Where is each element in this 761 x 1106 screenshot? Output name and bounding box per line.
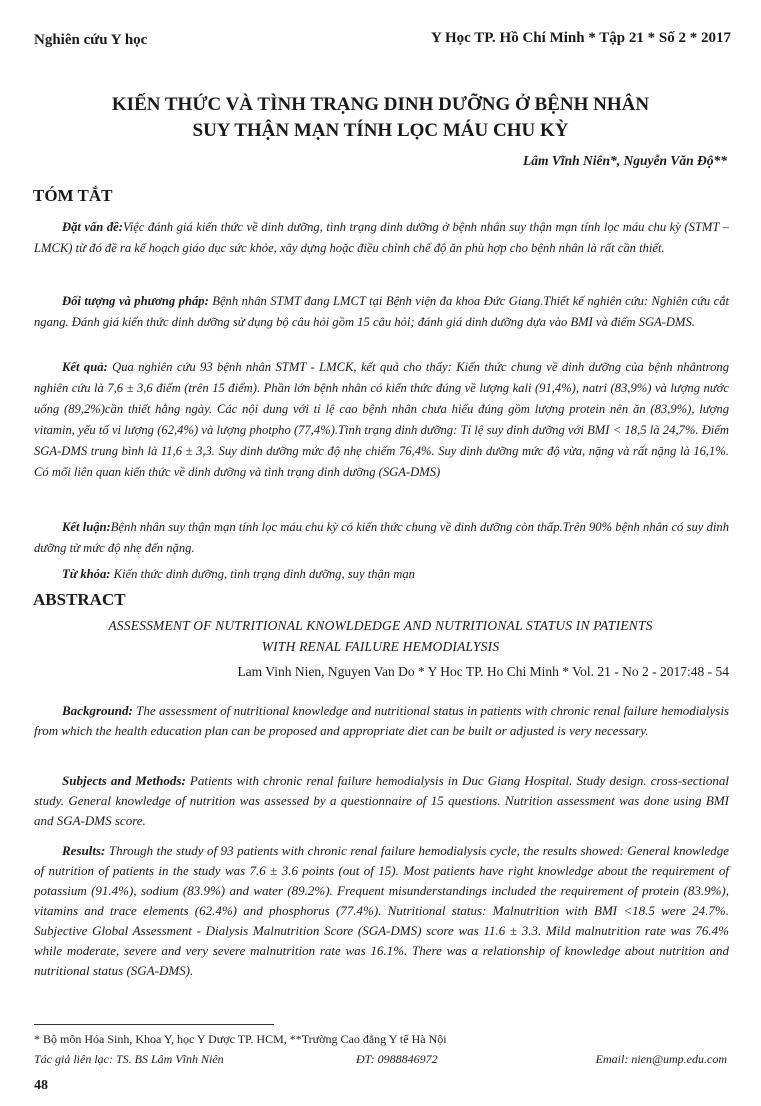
- abstract-heading-en: ABSTRACT: [33, 590, 126, 609]
- en-results-text: Through the study of 93 patients with chronic renal failure hemodialysis cycle, the results showed: General knowledge of nutrition of patients in the study was 7.6 ± 3.6 points (out of 15). Most patients have right knowledge about the requirement of potassium (91.4%), sodium (83.9%) and water (89.2%). Frequent misunderstandings included the requirement of protein (83.9%), vitamins and trace elements (62.4%) and phosphorus (77.4%). Nutritional status: Malnutrition with BMI <18.5 were 24.7%. Subjective Global Assessment - Dialysis Malnutrition Score (SGA-DMS) score was 11.6 ± 3.3. Mild malnutrition rate was 76.4% while moderate, severe and very severe malnutrition rate was 16.1%. There was a relationship of knowledge about nutrition and nutritional status (SGA-DMS).: [34, 843, 729, 978]
- vi-results-label: Kết quả:: [62, 360, 108, 374]
- en-methods-text: Patients with chronic renal failure hemodialysis in Duc Giang Hospital. Study design. cross-sectional study. General knowledge of nutrition was assessed by a questionnaire of 15 questions. Nutrition assessment was done using BMI and SGA-DMS score.: [34, 773, 729, 828]
- vi-methods-label: Đối tượng và phương pháp:: [62, 294, 209, 308]
- running-header-journal: Y Học TP. Hồ Chí Minh * Tập 21 * Số 2 * 2017: [430, 30, 731, 46]
- en-methods-label: Subjects and Methods:: [62, 773, 186, 788]
- en-background-paragraph: [34, 701, 729, 741]
- footnote-phone: ĐT: 0988846972: [356, 1052, 438, 1066]
- vi-background-label: Đặt vấn đề:: [62, 220, 123, 234]
- vi-conclusion-label: Kết luận:: [62, 520, 111, 534]
- en-citation: Lam Vinh Nien, Nguyen Van Do * Y Hoc TP. Ho Chi Minh * Vol. 21 - No 2 - 2017:48 - 54: [237, 664, 729, 679]
- article-title-line-1: KIẾN THỨC VÀ TÌNH TRẠNG DINH DƯỠNG Ở BỆNH NHÂN: [111, 94, 650, 115]
- vi-results-paragraph: [34, 357, 729, 483]
- vi-results-text: Qua nghiên cứu 93 bệnh nhân STMT - LMCK, kết quả cho thấy: Kiến thức chung về dinh dưỡng của bệnh nhântrong nghiên cứu là 7,6 ± 3,6 điểm (trên 15 điểm). Phần lớn bệnh nhân có kiến thức đúng về lượng kali (91,4%), natri (83,9%) và lượng nước uống (89,2%)cần thiết hằng ngày. Các nội dung với tỉ lệ cao bệnh nhân chưa hiểu đúng gồm lượng protein nên ăn (83,9%), lượng vitamin, yếu tố vi lượng (62,4%) và lượng photpho (77,4%).Tình trạng dinh dưỡng: Tỉ lệ suy dinh dưỡng với BMI < 18,5 là 24,7%. Điểm SGA-DMS trung bình là 11,6 ± 3,3. Suy dinh dưỡng mức độ nhẹ chiếm 76,4%. Suy dinh dưỡng mức độ vừa, nặng và rất nặng là 16,1%. Có mối liên quan kiến thức về dinh dưỡng và tình trạng dinh dưỡng (SGA-DMS): [34, 360, 729, 479]
- en-background-text: The assessment of nutritional knowledge and nutritional status in patients with chronic renal failure hemodialysis from which the health education plan can be proposed and appropriate diet can be built or adjusted is very necessary.: [34, 703, 729, 738]
- en-methods-paragraph: [34, 771, 729, 831]
- en-results-paragraph: [34, 841, 729, 981]
- footnote-affiliations: * Bộ môn Hóa Sinh, Khoa Y, học Y Dược TP. HCM, **Trường Cao đẳng Y tế Hà Nội: [34, 1032, 447, 1046]
- vi-conclusion-paragraph: [34, 517, 729, 559]
- article-title-line-2: SUY THẬN MẠN TÍNH LỌC MÁU CHU KỲ: [192, 120, 569, 141]
- footnote-email: Email: nien@ump.edu.com: [595, 1052, 727, 1066]
- vi-keywords-paragraph: [34, 564, 729, 585]
- summary-heading-vi: TÓM TẮT: [33, 186, 113, 205]
- vi-keywords-text: Kiến thức dinh dưỡng, tình trạng dinh dưỡng, suy thận mạn: [110, 567, 415, 581]
- en-title-line-2: WITH RENAL FAILURE HEMODIALYSIS: [261, 639, 500, 654]
- vi-conclusion-text: Bệnh nhân suy thận mạn tính lọc máu chu kỳ có kiến thức chung về dinh dưỡng còn thấp.Trên 90% bệnh nhân có suy dinh dưỡng từ mức độ nhẹ đến nặng.: [34, 520, 729, 555]
- page-number: 48: [34, 1078, 48, 1093]
- author-list: Lâm Vĩnh Niên*, Nguyễn Văn Độ**: [522, 153, 727, 168]
- vi-methods-paragraph: [34, 291, 729, 333]
- footnote-divider: [34, 1024, 274, 1025]
- en-title-line-1: ASSESSMENT OF NUTRITIONAL KNOWLDEDGE AND NUTRITIONAL STATUS IN PATIENTS: [108, 618, 653, 633]
- en-background-label: Background:: [62, 703, 133, 718]
- footnote-contact-author: Tác giả liên lạc: TS. BS Lâm Vĩnh Niên: [34, 1052, 224, 1066]
- vi-background-paragraph: [34, 217, 729, 259]
- en-results-label: Results:: [62, 843, 106, 858]
- vi-background-text: Việc đánh giá kiến thức về dinh dưỡng, tình trạng dinh dưỡng ở bệnh nhân suy thận mạn tính lọc máu chu kỳ (STMT – LMCK) từ đó đề ra kế hoạch giáo dục sức khỏe, xây dựng hoặc điều chỉnh chế độ ăn phù hợp cho bệnh nhân là rất cần thiết.: [34, 220, 729, 255]
- vi-keywords-label: Từ khóa:: [62, 567, 111, 581]
- running-header-section: Nghiên cứu Y học: [34, 32, 148, 48]
- vi-methods-text: Bệnh nhân STMT đang LMCT tại Bệnh viện đa khoa Đức Giang.Thiết kế nghiên cứu: Nghiên cứu cắt ngang. Đánh giá kiến thức dinh dưỡng sử dụng bộ câu hỏi gồm 15 câu hỏi; đánh giá dinh dưỡng dựa vào BMI và điểm SGA-DMS.: [34, 294, 730, 329]
